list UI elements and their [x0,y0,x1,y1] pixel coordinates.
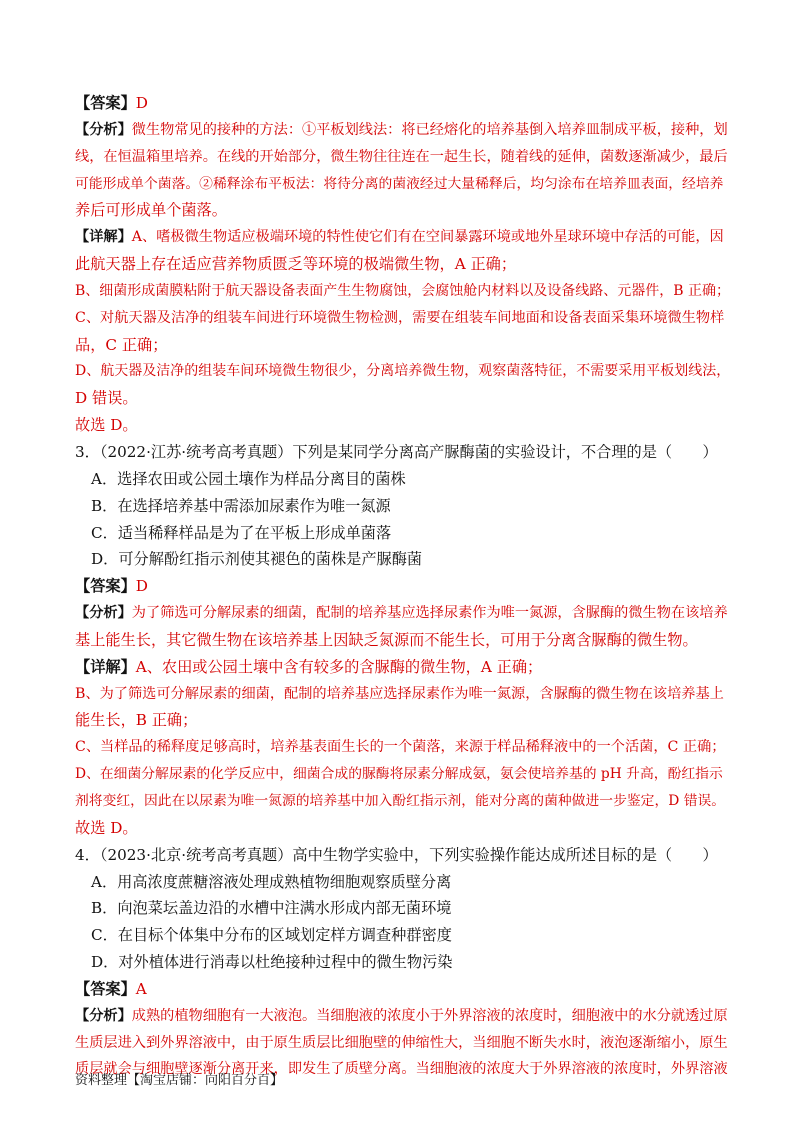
text-line: 基上能生长，其它微生物在该培养基上因缺乏氮源而不能生长，可用于分离含脲酶的微生物。 [75,631,698,649]
text-line: C、当样品的稀释度足够高时，培养基表面生长的一个菌落，来源于样品稀释液中的一个活菌，C 正确； [75,739,726,755]
text-line: D 错误。 [75,389,138,407]
answer-line [75,575,148,597]
text-line: 线，在恒温箱里培养。在线的开始部分，微生物往往连在一起生长，随着线的延伸，菌数逐渐减少，最后 [75,149,728,165]
text-line: C、对航天器及洁净的组装车间进行环境微生物检测，需要在组装车间地面和设备表面采集环境微生物样 [75,310,725,326]
question-4-option-d: D．对外植体进行消毒以杜绝接种过程中的微生物污染 [91,953,453,971]
detail-line [75,226,724,248]
question-3-option-b: B．在选择培养基中需添加尿素作为唯一氮源 [91,497,391,515]
analysis-tag: 【分析】 [75,122,132,138]
question-4-option-a: A．用高浓度蔗糖溶液处理成熟植物细胞观察质壁分离 [91,873,452,891]
text-line: D、航天器及洁净的组装车间环境微生物很少，分离培养微生物，观察菌落特征，不需要采用平板划线法， [75,363,731,379]
detail-tag: 【详解】 [75,229,132,245]
analysis-text: 成熟的植物细胞有一大液泡。当细胞液的浓度小于外界溶液的浓度时，细胞液中的水分就透过原 [131,1008,728,1024]
question-3-option-c: C．适当稀释样品是为了在平板上形成单菌落 [91,524,392,542]
answer-value: D [135,577,148,595]
text-line: D、在细菌分解尿素的化学反应中，细菌合成的脲酶将尿素分解成氨，氨会使培养基的 pH 升高，酚红指示 [75,766,723,782]
text-line: 故选 D。 [75,416,138,434]
analysis-line [75,602,728,624]
text-line: 品，C 正确； [75,336,168,354]
answer-tag: 【答案】 [75,94,136,112]
question-4-stem: 4．（2023·北京·统考高考真题）高中生物学实验中，下列实验操作能达成所述目标的是（ ） [75,846,718,864]
analysis-line [75,119,728,141]
text-line: 质层就会与细胞壁逐渐分离开来，即发生了质壁分离。当细胞液的浓度大于外界溶液的浓度时，外界溶液 [75,1061,728,1077]
text-line: B、为了筛选可分解尿素的细菌，配制的培养基应选择尿素作为唯一氮源，含脲酶的微生物在该培养基上 [75,686,724,702]
question-3-stem: 3．（2022·江苏·统考高考真题）下列是某同学分离高产脲酶菌的实验设计，不合理的是（ ） [75,443,718,461]
question-4-option-c: C．在目标个体集中分布的区域划定样方调查种群密度 [91,926,452,944]
text-line: 剂将变红，因此在以尿素为唯一氮源的培养基中加入酚红指示剂，能对分离的菌种做进一步鉴定，D 错误。 [75,793,726,809]
analysis-tag: 【分析】 [75,605,132,621]
text-line: 养后可形成单个菌落。 [75,201,227,219]
text-line: 故选 D。 [75,819,138,837]
question-3-option-d: D．可分解酚红指示剂使其褪色的菌株是产脲酶菌 [91,550,423,568]
page-footer: 资料整理【淘宝店铺：向阳百分百】 [75,1073,284,1088]
analysis-text: 为了筛选可分解尿素的细菌，配制的培养基应选择尿素作为唯一氮源，含脲酶的微生物在该培养 [131,605,728,621]
answer-line [75,978,147,1000]
answer-line [75,92,148,114]
detail-line [75,656,542,678]
text-line: 生质层进入到外界溶液中，由于原生质层比细胞壁的伸缩性大，当细胞不断失水时，液泡逐渐缩小，原生 [75,1035,728,1051]
answer-value: D [135,94,148,112]
answer-tag: 【答案】 [75,980,136,998]
text-line: B、细菌形成菌膜粘附于航天器设备表面产生生物腐蚀，会腐蚀舱内材料以及设备线路、元器件，B 正确； [75,283,731,299]
analysis-line [75,1005,728,1027]
text-line: 能生长，B 正确； [75,711,198,729]
text-line: 可能形成单个菌落。②稀释涂布平板法：将待分离的菌液经过大量稀释后，均匀涂布在培养皿表面，经培养 [75,176,724,192]
question-4-option-b: B．向泡菜坛盖边沿的水槽中注满水形成内部无菌环境 [91,899,452,917]
analysis-tag: 【分析】 [75,1008,132,1024]
analysis-text: 微生物常见的接种的方法：①平板划线法：将已经熔化的培养基倒入培养皿制成平板，接种，划 [131,122,728,138]
question-3-option-a: A．选择农田或公园土壤作为样品分离目的菌株 [91,470,406,488]
answer-tag: 【答案】 [75,577,136,595]
answer-value: A [135,980,147,998]
detail-text: A、农田或公园土壤中含有较多的含脲酶的微生物，A 正确； [135,658,543,676]
detail-tag: 【详解】 [75,658,136,676]
text-line: 此航天器上存在适应营养物质匮乏等环境的极端微生物，A 正确； [75,255,517,273]
detail-text: A、嗜极微生物适应极端环境的特性使它们有在空间暴露环境或地外星球环境中存活的可能，因 [131,229,724,245]
